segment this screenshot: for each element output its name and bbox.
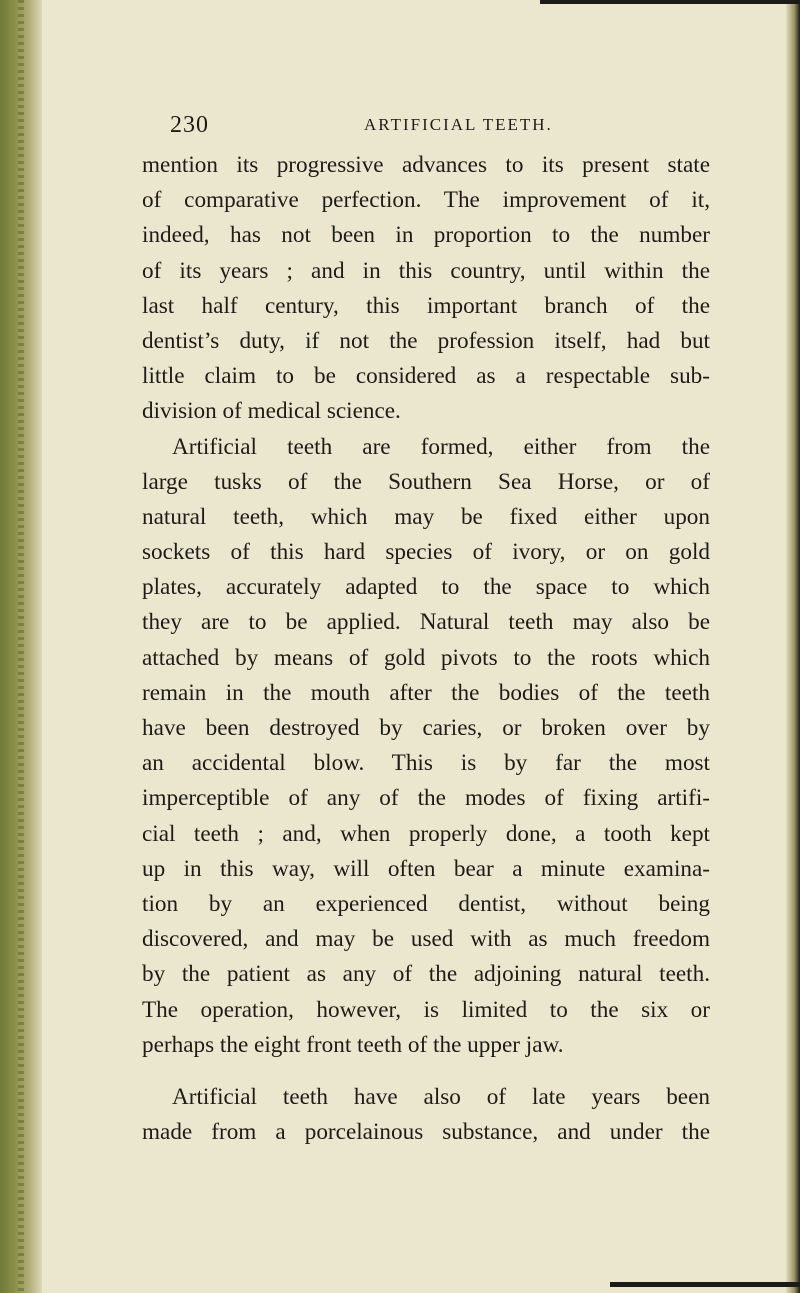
text-line: they are to be applied. Natural teeth may also be [142, 609, 710, 636]
paragraph-2 [142, 430, 710, 1063]
body-text [142, 148, 710, 1150]
paragraph-1 [142, 148, 710, 430]
text-line: up in this way, will often bear a minute examina- [142, 855, 710, 882]
bottom-edge-rule [610, 1282, 800, 1287]
text-line: little claim to be considered as a respectable sub- [142, 363, 710, 390]
text-line: by the patient as any of the adjoining natural teeth. [142, 961, 710, 988]
text-line: Artificial teeth are formed, either from the [172, 433, 710, 460]
running-head: ARTIFICIAL TEETH. [364, 115, 553, 134]
page-edge-shadow [786, 0, 800, 1293]
text-line: indeed, has not been in proportion to the number [142, 222, 710, 249]
text-line: tion by an experienced dentist, without being [142, 890, 710, 917]
text-line: Artificial teeth have also of late years been [172, 1083, 710, 1110]
top-edge-rule [540, 0, 800, 4]
text-line: of its years ; and in this country, until within the [142, 257, 710, 284]
page-header [170, 112, 760, 142]
paragraph-gap [142, 1063, 710, 1080]
text-line: of comparative perfection. The improvement of it, [142, 187, 710, 214]
text-line: plates, accurately adapted to the space to which [142, 574, 710, 601]
text-line: perhaps the eight front teeth of the upper jaw. [142, 1031, 564, 1058]
text-line: attached by means of gold pivots to the roots which [142, 644, 710, 671]
text-line: division of medical science. [142, 398, 401, 425]
text-line: an accidental blow. This is by far the most [142, 750, 710, 777]
page-number: 230 [170, 112, 209, 138]
text-line: imperceptible of any of the modes of fixing artifi- [142, 785, 710, 812]
text-line: natural teeth, which may be fixed either upon [142, 503, 710, 530]
text-line: mention its progressive advances to its present state [142, 152, 710, 178]
text-line: made from a porcelainous substance, and under the [142, 1119, 710, 1146]
text-line: large tusks of the Southern Sea Horse, or of [142, 468, 710, 495]
paragraph-3 [142, 1080, 710, 1150]
text-line: have been destroyed by caries, or broken over by [142, 715, 710, 741]
text-line: sockets of this hard species of ivory, or on gold [142, 539, 710, 566]
text-line: The operation, however, is limited to the six or [142, 996, 710, 1023]
text-line: remain in the mouth after the bodies of the teeth [142, 679, 710, 706]
text-line: cial teeth ; and, when properly done, a tooth kept [142, 820, 710, 847]
text-line: discovered, and may be used with as much freedom [142, 926, 710, 953]
text-line: dentist’s duty, if not the profession itself, had but [142, 327, 710, 354]
text-line: last half century, this important branch of the [142, 292, 710, 319]
binding-edge [0, 0, 42, 1293]
